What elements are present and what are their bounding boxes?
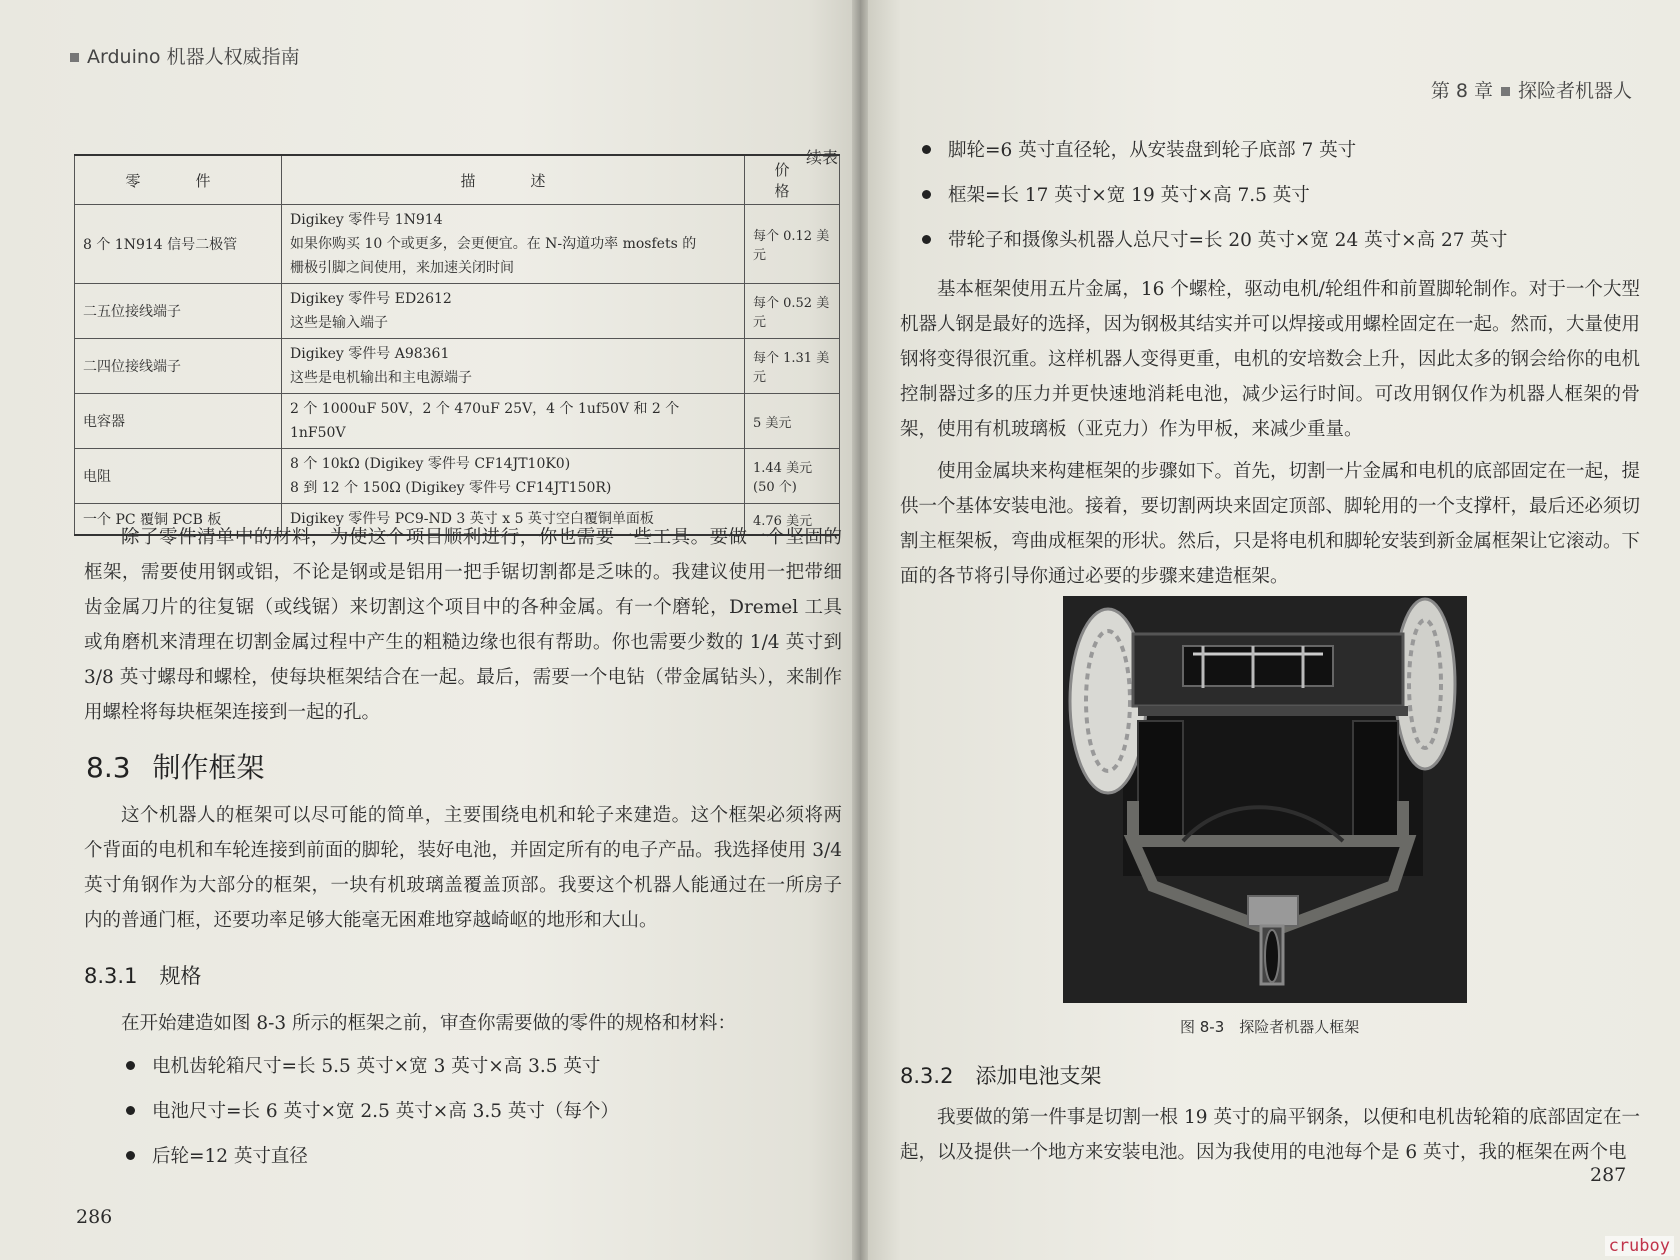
- table-row: [75, 339, 840, 394]
- paragraph-text: 这个机器人的框架可以尽可能的简单，主要围绕电机和轮子来建造。这个框架必须将两个背面的电机和车轮连接到前面的脚轮，装好电池，并固定所有的电子产品。我选择使用 3/4 英寸角钢作为大部分的框架，一块有机玻璃盖覆盖顶部。我要这个机器人能通过在一所房子内的普通门框，还要功率足够大能毫无困难地穿越崎岖的地形和大山。: [84, 805, 842, 931]
- book-title: Arduino 机器人权威指南: [87, 46, 300, 68]
- spec-list-right: [920, 136, 1640, 271]
- figure-caption: 图 8-3 探险者机器人框架: [1180, 1018, 1360, 1036]
- table-row: [75, 205, 840, 284]
- paragraph-text: 除了零件清单中的材料，为使这个项目顺利进行，你也需要一些工具。要做一个坚固的框架，需要使用钢或铝，不论是钢或是铝用一把手锯切割都是乏味的。我建议使用一把带细齿金属刀片的往复锯（或线锯）来切割这个项目中的各种金属。有一个磨轮，Dremel 工具或角磨机来清理在切割金属过程中产生的粗糙边缘也很有帮助。你也需要少数的 1/4 英寸到 3/8 英寸螺母和螺栓，使每块框架结合在一起。最后，需要一个电钻（带金属钻头），来制作用螺栓将每块框架连接到一起的孔。: [84, 527, 842, 723]
- subsection-heading: [900, 1060, 1101, 1090]
- section-number: 8.3: [86, 751, 131, 784]
- description-line: Digikey 零件号 1N914: [290, 212, 443, 228]
- description-line: Digikey 零件号 A98361: [290, 346, 450, 362]
- table-header-desc: 描 述: [282, 155, 745, 205]
- spec-list-left: [124, 1052, 824, 1187]
- robot-frame-photo: [1063, 596, 1467, 1003]
- paragraph-text: 在开始建造如图 8-3 所示的框架之前，审查你需要做的零件的规格和材料：: [121, 1013, 737, 1034]
- cell-description: [282, 394, 745, 449]
- list-item: 电池尺寸=长 6 英寸×宽 2.5 英寸×高 3.5 英寸（每个）: [124, 1097, 824, 1142]
- section-heading: [86, 746, 265, 786]
- description-line: 这些是电机输出和主电源端子: [290, 370, 472, 386]
- paragraph-text: 我要做的第一件事是切割一根 19 英寸的扁平钢条，以便和电机齿轮箱的底部固定在一起，以及提供一个地方来安装电池。因为我使用的电池每个是 6 英寸，我的框架在两个电: [900, 1107, 1640, 1163]
- table-header-price: 价 格: [745, 155, 840, 205]
- subsection-heading: [84, 960, 201, 990]
- running-head-right: [1431, 76, 1632, 103]
- paragraph-text: 使用金属块来构建框架的步骤如下。首先，切割一片金属和电机的底部固定在一起，提供一个基体安装电池。接着，要切割两块来固定顶部、脚轮用的一个支撑杆，最后还必须切割主框架板，弯曲成框架的形状。然后，只是将电机和脚轮安装到新金属框架让它滚动。下面的各节将引导你通过必要的步骤来建造框架。: [900, 461, 1641, 587]
- table-row: [75, 449, 840, 504]
- page-number-left: 286: [76, 1206, 113, 1228]
- cell-part: 二四位接线端子: [75, 339, 282, 394]
- cell-part: 电阻: [75, 449, 282, 504]
- cell-price: 4.76 美元: [745, 504, 840, 536]
- robot-frame-illustration: [1063, 596, 1467, 1003]
- cell-part: 8 个 1N914 信号二极管: [75, 205, 282, 284]
- subsection-title: 规格: [159, 964, 202, 988]
- chapter-label: 第 8 章: [1430, 80, 1493, 102]
- cell-price: 1.44 美元(50 个): [745, 449, 840, 504]
- cell-part: 二五位接线端子: [75, 284, 282, 339]
- table-continued-label: 续表: [806, 148, 839, 167]
- subsection-number: 8.3.1: [84, 964, 138, 988]
- description-line: Digikey 零件号 PC9-ND 3 英寸 x 5 英寸空白覆铜单面板: [290, 511, 654, 527]
- description-line: 2 个 1000uF 50V，2 个 470uF 25V，4 个 1uf50V 和 2 个 1nF50V: [290, 401, 680, 441]
- parts-table: [74, 154, 845, 536]
- watermark-text: cruboy: [1605, 1236, 1674, 1256]
- description-line: 8 个 10kΩ (Digikey 零件号 CF14JT10K0): [290, 456, 571, 472]
- cell-price: 5 美元: [745, 394, 840, 449]
- cell-price: 每个 0.52 美元: [745, 284, 840, 339]
- cell-description: [282, 205, 745, 284]
- description-line: 栅极引脚之间使用，来加速关闭时间: [290, 260, 514, 276]
- cell-description: [282, 339, 745, 394]
- cell-price: 每个 0.12 美元: [745, 205, 840, 284]
- book-spine-gutter: [852, 0, 868, 1260]
- subsection-number: 8.3.2: [900, 1064, 954, 1088]
- description-line: Digikey 零件号 ED2612: [290, 291, 452, 307]
- table-row: [75, 394, 840, 449]
- table-row: [75, 284, 840, 339]
- chapter-title: 探险者机器人: [1517, 80, 1632, 102]
- paragraph-materials: [900, 272, 1640, 447]
- table-header-row: [75, 155, 840, 205]
- cell-part: 一个 PC 覆铜 PCB 板: [75, 504, 282, 536]
- list-item: 框架=长 17 英寸×宽 19 英寸×高 7.5 英寸: [920, 181, 1640, 226]
- paragraph-frame: [84, 798, 842, 938]
- cell-price: 每个 1.31 美元: [745, 339, 840, 394]
- cell-description: [282, 449, 745, 504]
- paragraph-spec-intro: [84, 1006, 842, 1041]
- list-item: 带轮子和摄像头机器人总尺寸=长 20 英寸×宽 24 英寸×高 27 英寸: [920, 226, 1640, 271]
- description-line: 这些是输入端子: [290, 315, 388, 331]
- paragraph-tools: [84, 520, 842, 730]
- cell-part: 电容器: [75, 394, 282, 449]
- page-number-right: 287: [1590, 1164, 1627, 1186]
- paragraph-battery: [900, 1100, 1640, 1170]
- cell-description: [282, 284, 745, 339]
- list-item: 脚轮=6 英寸直径轮，从安装盘到轮子底部 7 英寸: [920, 136, 1640, 181]
- square-bullet-icon: [1501, 87, 1510, 96]
- section-title: 制作框架: [152, 751, 265, 784]
- subsection-title: 添加电池支架: [975, 1064, 1102, 1088]
- paragraph-text: 基本框架使用五片金属，16 个螺栓，驱动电机/轮组件和前置脚轮制作。对于一个大型机器人钢是最好的选择，因为钢极其结实并可以焊接或用螺栓固定在一起。然而，大量使用钢将变得很沉重。这样机器人变得更重，电机的安培数会上升，因此太多的钢会给你的电机控制器过多的压力并更快速地消耗电池，减少运行时间。可改用钢仅作为机器人框架的骨架，使用有机玻璃板（亚克力）作为甲板，来减少重量。: [900, 279, 1641, 440]
- running-head-left: [70, 42, 300, 69]
- paragraph-steps: [900, 454, 1640, 594]
- description-line: 如果你购买 10 个或更多，会更便宜。在 N-沟道功率 mosfets 的: [290, 236, 697, 252]
- table-header-part: 零 件: [75, 155, 282, 205]
- square-bullet-icon: [70, 53, 79, 62]
- list-item: 后轮=12 英寸直径: [124, 1142, 824, 1187]
- description-line: 8 到 12 个 150Ω (Digikey 零件号 CF14JT150R): [290, 480, 612, 496]
- list-item: 电机齿轮箱尺寸=长 5.5 英寸×宽 3 英寸×高 3.5 英寸: [124, 1052, 824, 1097]
